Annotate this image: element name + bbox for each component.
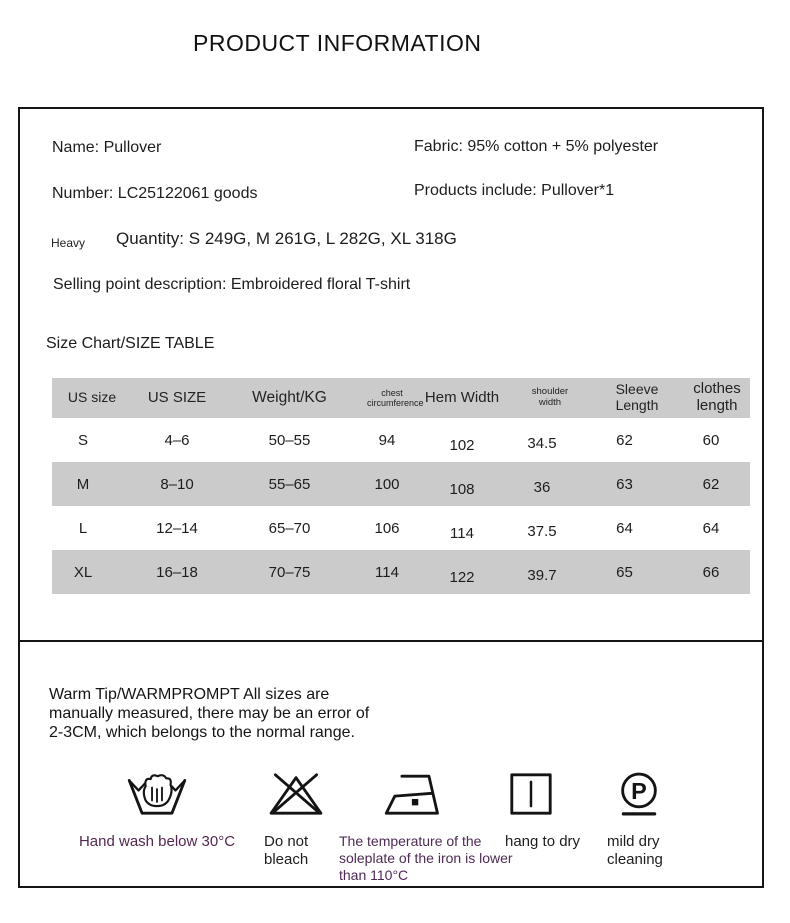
col-header-shoulder-width: shoulder width	[531, 386, 569, 408]
col-header-clothes-length: clothes length	[693, 380, 741, 414]
table-row-s	[52, 418, 750, 462]
size-table	[52, 378, 750, 594]
product-name-text: Name: Pullover	[52, 139, 162, 156]
cell-weight: 65–70	[268, 519, 311, 537]
cell-hem: 122	[449, 568, 475, 586]
dry-clean-mild-icon	[607, 765, 671, 823]
cell-sleeve: 63	[616, 475, 633, 493]
cell-size: L	[78, 519, 88, 537]
hang-to-dry-icon	[499, 765, 563, 823]
cell-shoulder: 34.5	[527, 434, 557, 452]
cell-size: S	[77, 431, 88, 449]
size-table-header-row	[52, 378, 750, 418]
cell-chest: 100	[374, 475, 400, 493]
product-number-text: Number: LC25122061 goods	[52, 185, 258, 202]
care-item-hand-wash	[42, 765, 272, 851]
cell-clothes: 64	[702, 519, 720, 537]
cell-shoulder: 36	[533, 478, 551, 496]
do-not-bleach-icon	[264, 765, 328, 823]
table-row-xl	[52, 550, 750, 594]
cell-chest: 106	[374, 519, 400, 537]
cell-weight: 55–65	[268, 475, 311, 493]
weight-label: Heavy	[51, 236, 86, 250]
cell-weight: 50–55	[268, 431, 311, 449]
care-item-iron-low-temp	[339, 765, 519, 884]
svg-text:P: P	[631, 777, 647, 804]
care-label-do-not-bleach: Do not bleach	[264, 833, 309, 868]
col-header-chest-circumference: chest circumference	[367, 387, 424, 408]
cell-size: M	[76, 475, 90, 493]
products-include-text: Products include: Pullover*1	[414, 182, 615, 199]
table-row-m	[52, 462, 750, 506]
product-info-box	[18, 107, 764, 888]
col-header-us-size-2: US SIZE	[147, 388, 207, 406]
page-title: PRODUCT INFORMATION	[193, 30, 482, 56]
iron-low-temp-icon	[382, 765, 446, 823]
cell-clothes: 66	[702, 563, 720, 581]
cell-sleeve: 65	[616, 563, 633, 581]
size-chart-heading: Size Chart/SIZE TABLE	[46, 335, 215, 352]
care-label-iron-low-temp: The temperature of the soleplate of the iron is lower than 110°C	[339, 833, 513, 883]
cell-us-size: 12–14	[156, 519, 198, 537]
warm-tip-text: Warm Tip/WARMPROMPT All sizes are manually measured, there may be an error of 2-3CM, which belongs to the normal range.	[49, 686, 370, 741]
cell-us-size: 16–18	[156, 563, 198, 581]
cell-hem: 108	[449, 480, 475, 498]
col-header-us-size: US size	[67, 389, 117, 406]
cell-size: XL	[73, 563, 93, 581]
care-label-hand-wash: Hand wash below 30°C	[78, 833, 236, 850]
cell-weight: 70–75	[268, 563, 311, 581]
cell-hem: 114	[450, 524, 474, 542]
cell-sleeve: 62	[616, 431, 633, 449]
col-header-hem-width: Hem Width	[424, 388, 500, 406]
hand-wash-icon	[125, 765, 189, 823]
cell-hem: 102	[449, 436, 475, 454]
section-divider	[20, 640, 762, 642]
care-label-hang-to-dry: hang to dry	[505, 833, 581, 850]
col-header-sleeve-length: Sleeve Length	[615, 381, 659, 413]
fabric-text: Fabric: 95% cotton + 5% polyester	[414, 138, 659, 155]
cell-us-size: 8–10	[160, 475, 194, 493]
selling-point-text: Selling point description: Embroidered floral T-shirt	[53, 276, 411, 293]
care-item-dry-clean-mild	[607, 765, 717, 869]
cell-us-size: 4–6	[164, 431, 190, 449]
quantity-text: Quantity: S 249G, M 261G, L 282G, XL 318G	[116, 229, 457, 248]
cell-shoulder: 37.5	[527, 522, 557, 540]
cell-chest: 114	[375, 563, 399, 581]
cell-sleeve: 64	[616, 519, 633, 537]
cell-clothes: 62	[702, 475, 720, 493]
cell-clothes: 60	[702, 431, 720, 449]
care-item-hang-to-dry	[499, 765, 589, 851]
col-header-weight: Weight/KG	[252, 389, 327, 407]
care-label-dry-clean-mild: mild dry cleaning	[607, 833, 663, 868]
cell-shoulder: 39.7	[527, 566, 557, 584]
cell-chest: 94	[378, 431, 396, 449]
table-row-l	[52, 506, 750, 550]
